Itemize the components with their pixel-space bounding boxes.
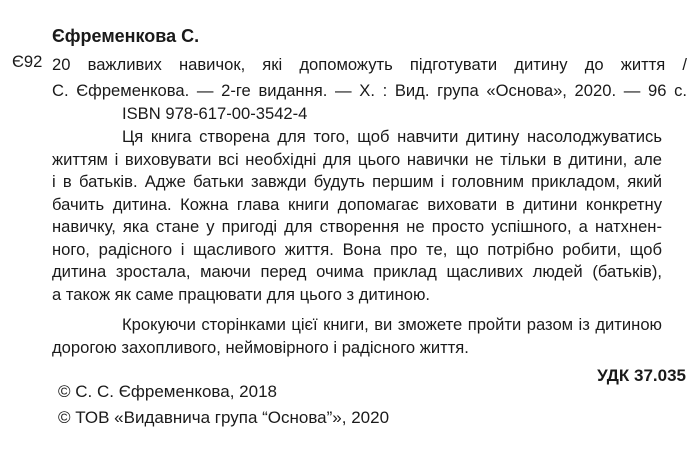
paragraph-gap	[52, 306, 662, 314]
abstract-line: навичку, яка стане у пригоді для створення не просто успішного, а натхнен-	[52, 217, 662, 236]
classification-code: Є92	[12, 52, 43, 71]
description-line: 20 важливих навичок, які допоможуть підготувати дитину до життя /	[52, 55, 687, 74]
abstract-line: життям і виховувати всі необхідні для цього навички не тільки в дитини, але	[52, 149, 662, 169]
isbn: ISBN 978-617-00-3542-4	[122, 104, 308, 123]
abstract-line: Ця книга створена для того, щоб навчити дитину насолоджуватись	[122, 127, 662, 146]
copyright-publisher: © ТОВ «Видавнича група “Основа”», 2020	[58, 408, 390, 427]
abstract-line: дитина зростала, маючи перед очима приклад щасливих людей (батьків),	[52, 262, 662, 281]
abstract-line: а також як саме працювати для цього з дитиною.	[52, 284, 431, 304]
bibliographic-description	[52, 52, 687, 104]
abstract-line: дорогою захопливого, неймовірного і радісного життя.	[52, 337, 469, 357]
abstract-line: бачить дитина. Кожна глава книги допомагає виховати в дитини конкретну	[52, 194, 662, 214]
udk-code: УДК 37.035	[597, 366, 686, 385]
abstract-line: Крокуючи сторінками цієї книги, ви зможете пройти разом із дитиною	[122, 315, 662, 334]
author-heading: Єфременкова С.	[52, 26, 200, 46]
abstract-line: ного, радісного і щасливого життя. Вона про те, що потрібно робити, щоб	[52, 239, 662, 259]
copyright-author: © С. С. Єфременкова, 2018	[58, 382, 277, 401]
abstract	[52, 126, 662, 359]
description-line: С. Єфременкова. — 2-ге видання. — Х. : Вид. група «Основа», 2020. — 96 с.	[52, 81, 687, 100]
abstract-line: і в батьків. Адже батьки завжди будуть першим і головним прикладом, який	[52, 172, 662, 191]
